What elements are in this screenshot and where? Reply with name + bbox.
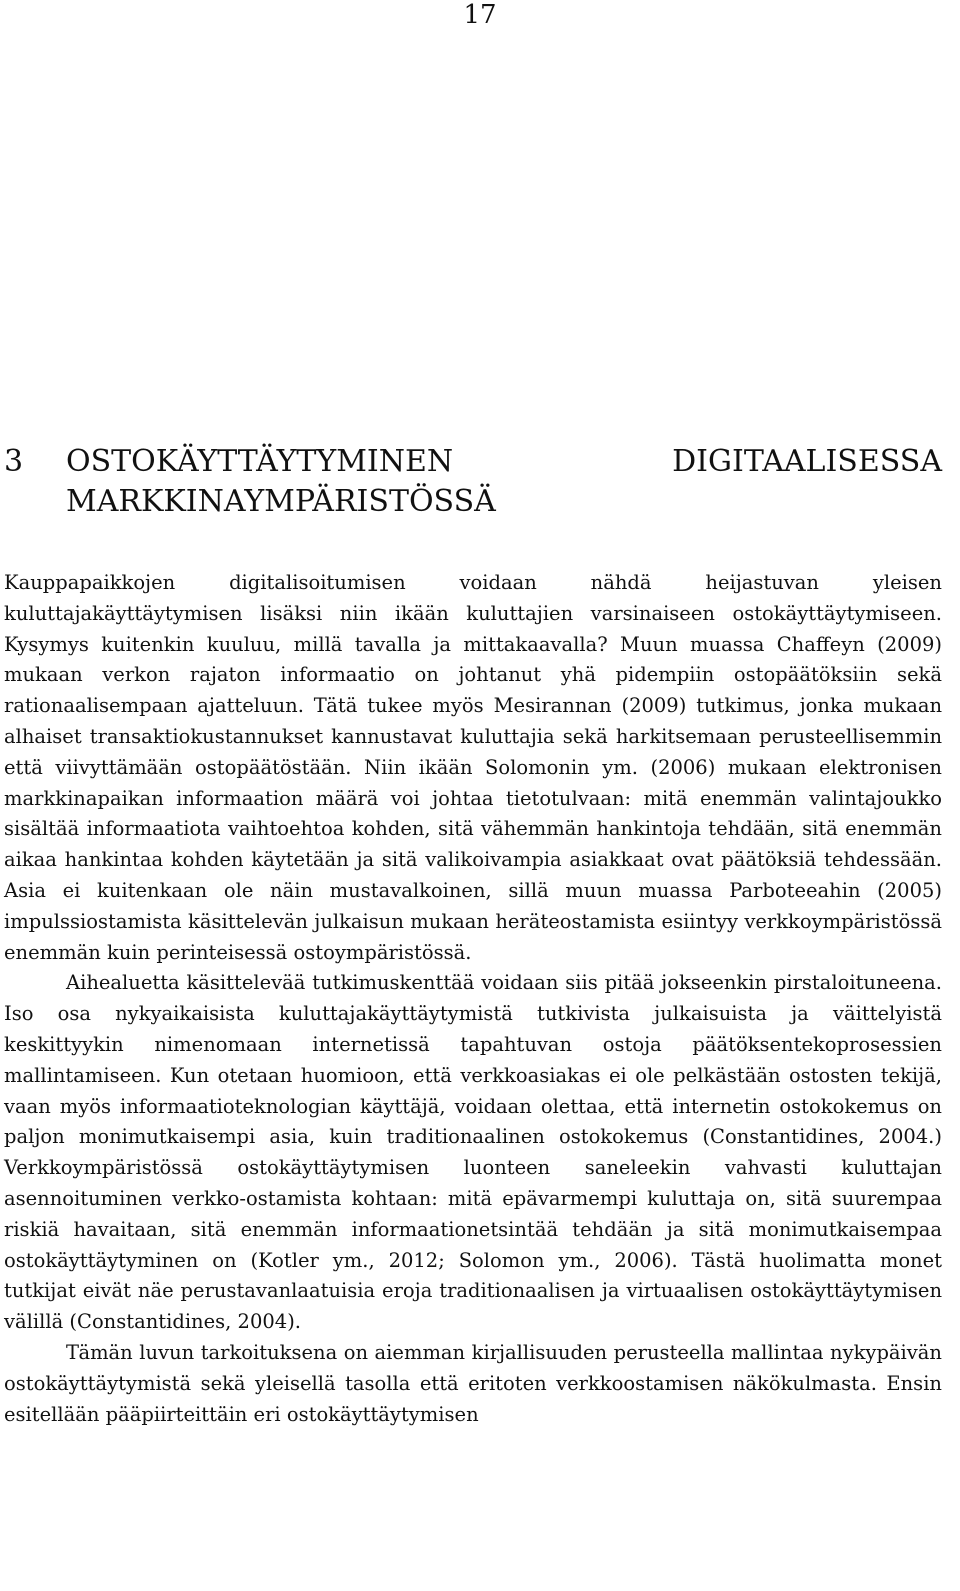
page-number: 17 [463, 0, 497, 30]
chapter-heading-line-1 [4, 442, 942, 482]
chapter-title-part-3: MARKKINAYMPÄRISTÖSSÄ [66, 484, 496, 520]
chapter-number: 3 [4, 444, 24, 480]
paragraph-1: Kauppapaikkojen digitalisoitumisen voidaan nähdä heijastuvan yleisen kuluttajakäyttäytymisen lisäksi niin ikään kuluttajien varsinaiseen ostokäyttäytymiseen. Kysymys kuitenkin kuuluu, millä tavalla ja mittakaavalla? Muun muassa Chaffeyn (2009) mukaan verkon rajaton informaatio on johtanut yhä pidempiin ostopäätöksiin sekä rationaalisempaan ajatteluun. Tätä tukee myös Mesirannan (2009) tutkimus, jonka mukaan alhaiset transaktiokustannukset kannustavat kuluttajia sekä harkitsemaan perusteellisemmin että viivyttämään ostopäätöstään. Niin ikään Solomonin ym. (2006) mukaan elektronisen markkinapaikan informaation määrä voi johtaa tietotulvaan: mitä enemmän valintajoukko sisältää informaatiota vaihtoehtoa kohden, sitä vähemmän hankintoja tehdään, sitä enemmän aikaa hankintaa kohden käytetään ja sitä valikoivampia asiakkaat ovat päätöksiä tehdessään. Asia ei kuitenkaan ole näin mustavalkoinen, sillä muun muassa Parboteeahin (2005) impulssiostamista käsittelevän julkaisun mukaan heräteostamista esiintyy verkkoympäristössä enemmän kuin perinteisessä ostoympäristössä. [4, 571, 942, 964]
paragraph-2: Aihealuetta käsittelevää tutkimuskenttää voidaan siis pitää jokseenkin pirstaloituneena. Iso osa nykyaikaisista kuluttajakäyttäytymistä tutkivista julkaisuista ja väittelyistä keskittyykin nimenomaan internetissä tapahtuvan ostoja päätöksentekoprosessien mallintamiseen. Kun otetaan huomioon, että verkkoasiakas ei ole pelkästään ostosten tekijä, vaan myös informaatioteknologian käyttäjä, voidaan olettaa, että internetin ostokokemus on paljon monimutkaisempi asia, kuin traditionaalinen ostokokemus (Constantidines, 2004.) Verkkoympäristössä ostokäyttäytymisen luonteen saneleekin vahvasti kuluttajan asennoituminen verkko-ostamista kohtaan: mitä epävarmempi kuluttaja on, sitä suurempaa riskiä havaitaan, sitä enemmän informaationetsintää tehdään ja sitä monimutkaisempaa ostokäyttäytyminen on (Kotler ym., 2012; Solomon ym., 2006). Tästä huolimatta monet tutkijat eivät näe perustavanlaatuisia eroja traditionaalisen ja virtuaalisen ostokäyttäytymisen välillä (Constantidines, 2004). [4, 971, 942, 1334]
chapter-heading [4, 442, 942, 522]
chapter-title-part-1: OSTOKÄYTTÄYTYMINEN [66, 444, 454, 480]
paragraph-3: Tämän luvun tarkoituksena on aiemman kirjallisuuden perusteella mallintaa nykypäivän ostokäyttäytymistä sekä yleisellä tasolla että eritoten verkkoostamisen näkökulmasta. Ensin esitellään pääpiirteittäin eri ostokäyttäytymisen [4, 1340, 942, 1426]
chapter-title-part-2: DIGITAALISESSA [672, 444, 942, 480]
body-text [4, 568, 942, 1430]
